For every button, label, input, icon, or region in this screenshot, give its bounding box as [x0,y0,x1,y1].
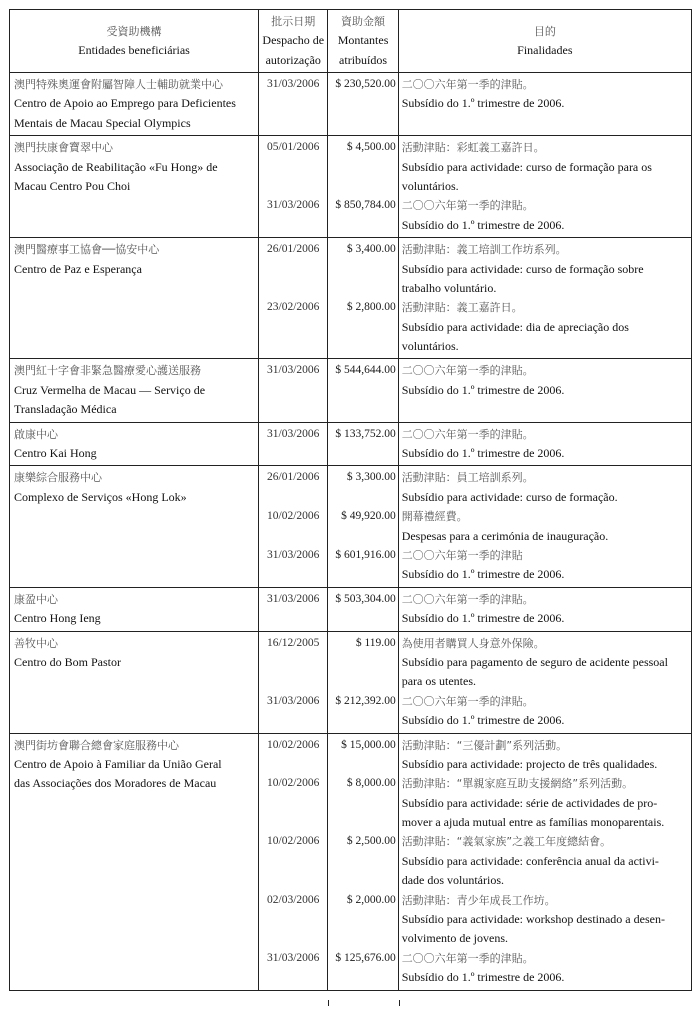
grant-amount: $ 601,916.00 [335,548,396,561]
spacer [328,711,395,730]
date-cell [259,587,328,631]
table-row [10,359,692,422]
grant-amount: $ 8,000.00 [346,777,396,790]
spacer [259,279,327,298]
purpose-pt: Subsídio para actividade: série de actividades de pro- [401,795,658,810]
purpose-zh: 二〇〇六年第一季的津貼。 [401,427,534,441]
spacer [259,260,327,279]
entity-cell [10,359,259,422]
grant-date: 26/01/2006 [267,243,320,256]
header-purpose-pt: Finalidades [517,43,573,57]
grant-date: 02/03/2006 [267,893,320,906]
spacer [259,852,327,871]
grant-amount: $ 4,500.00 [346,141,396,154]
entity-name-pt: Cruz Vermelha de Macau — Serviço de [14,382,206,397]
purpose-pt: voluntários. [401,178,459,193]
purpose-cell [398,733,691,990]
spacer [259,755,327,774]
purpose-zh: 二〇〇六年第一季的津貼。 [401,951,534,965]
spacer [328,94,395,113]
purpose-pt: Subsídio para actividade: workshop destinado a desen- [401,912,665,927]
purpose-pt: trabalho voluntário. [401,280,497,295]
spacer [328,488,395,507]
table-row [10,73,692,136]
spacer [328,871,395,890]
spacer [328,653,395,672]
spacer [328,929,395,948]
header-entities-pt: Entidades beneficiárias [78,43,190,57]
spacer [328,216,395,235]
date-cell [259,238,328,359]
purpose-pt: Subsídio para actividade: projecto de três qualidades. [401,756,658,771]
purpose-pt: Subsídio do 1.º trimestre de 2006. [401,611,565,626]
purpose-pt: dade dos voluntários. [401,873,505,888]
header-purpose [398,10,691,73]
table-header-row [10,10,692,73]
purpose-pt: Subsídio do 1.º trimestre de 2006. [401,567,565,582]
grant-amount: $ 850,784.00 [335,199,396,212]
grant-date: 31/03/2006 [267,427,320,440]
purpose-zh: 活動津貼：彩虹義工嘉許日。 [401,141,545,155]
entity-name-pt: Transladação Médica [14,402,117,417]
purpose-zh: 活動津貼：青少年成長工作坊。 [401,893,556,907]
grant-amount: $ 2,000.00 [346,893,396,906]
spacer [328,381,395,400]
purpose-pt: Subsídio do 1.º trimestre de 2006. [401,446,565,461]
spacer [259,871,327,890]
grant-amount: $ 119.00 [355,636,396,649]
entity-name-pt: Centro de Paz e Esperança [14,261,142,276]
purpose-pt: Subsídio para actividade: curso de formação sobre [401,261,644,276]
entity-name-pt: Centro do Bom Pastor [14,654,121,669]
purpose-cell [398,136,691,238]
grant-amount: $ 212,392.00 [335,694,396,707]
purpose-cell [398,466,691,587]
purpose-pt: Subsídio do 1.º trimestre de 2006. [401,713,565,728]
purpose-pt: volvimento de jovens. [401,931,509,946]
grant-date: 05/01/2006 [267,141,320,154]
amount-cell [328,359,398,422]
grant-amount: $ 2,800.00 [346,301,396,314]
spacer [328,910,395,929]
purpose-pt: para os utentes. [401,674,476,689]
purpose-pt: Subsídio do 1.º trimestre de 2006. [401,217,565,232]
grant-amount: $ 15,000.00 [341,738,396,751]
spacer [328,337,395,356]
table-row [10,631,692,733]
column-rule-extension [399,1000,400,1006]
spacer [259,318,327,337]
entity-name-zh: 澳門扶康會寶翠中心 [14,141,113,155]
spacer [259,444,327,463]
purpose-zh: 二〇〇六年第一季的津貼。 [401,694,534,708]
date-cell [259,631,328,733]
header-amount-pt2: atribuídos [339,52,388,67]
grants-table [9,9,692,991]
spacer [259,177,327,196]
purpose-cell [398,422,691,466]
entity-name-pt: Centro Hong Ieng [14,611,101,626]
purpose-pt: Despesas para a cerimónia de inauguração. [401,528,609,543]
table-row [10,587,692,631]
entity-name-pt: Mentais de Macau Special Olympics [14,115,191,130]
purpose-pt: Subsídio para actividade: conferência anual da activi- [401,853,659,868]
purpose-zh: 活動津貼：“三優計劃”系列活動。 [401,738,568,752]
header-date-zh: 批示日期 [271,14,316,28]
spacer [259,488,327,507]
grant-date: 31/03/2006 [267,592,320,605]
grant-date: 31/03/2006 [267,951,320,964]
date-cell [259,733,328,990]
entity-name-zh: 康樂綜合服務中心 [14,471,102,485]
spacer [259,968,327,987]
entity-name-zh: 康盈中心 [14,592,58,606]
spacer [259,381,327,400]
entity-name-pt: Centro Kai Hong [14,446,97,461]
grant-date: 31/03/2006 [267,364,320,377]
grant-amount: $ 125,676.00 [335,951,396,964]
spacer [259,929,327,948]
spacer [328,527,395,546]
purpose-pt: mover a ajuda mutual entre as famílias monoparentais. [401,815,665,830]
amount-cell [328,587,398,631]
spacer [259,653,327,672]
purpose-pt: Subsídio para actividade: curso de formação para os [401,159,652,174]
purpose-zh: 開幕禮經費。 [401,510,468,524]
header-amount-pt1: Montantes [337,33,389,48]
purpose-zh: 二〇〇六年第一季的津貼。 [401,78,534,91]
purpose-cell [398,73,691,136]
amount-cell [328,733,398,990]
entity-name-pt: Centro de Apoio ao Emprego para Deficientes [14,96,236,111]
amount-cell [328,73,398,136]
spacer [328,565,395,584]
amount-cell [328,238,398,359]
table-row [10,136,692,238]
header-entities-zh: 受資助機構 [106,24,162,38]
spacer [259,527,327,546]
spacer [259,672,327,691]
purpose-cell [398,631,691,733]
purpose-zh: 為使用者購買人身意外保險。 [401,636,545,650]
purpose-cell [398,238,691,359]
purpose-pt: Subsídio do 1.º trimestre de 2006. [401,970,565,985]
column-rule-extension [328,1000,329,1006]
entity-name-pt: Complexo de Serviços «Hong Lok» [14,489,187,504]
spacer [328,444,395,463]
grant-date: 26/01/2006 [267,471,320,484]
grant-amount: $ 2,500.00 [346,835,396,848]
purpose-zh: 二〇〇六年第一季的津貼。 [401,364,534,378]
entity-name-zh: 澳門街坊會聯合總會家庭服務中心 [14,738,179,752]
amount-cell [328,466,398,587]
entity-name-pt: das Associações dos Moradores de Macau [14,776,217,791]
entity-name-zh: 啟康中心 [14,427,58,441]
purpose-zh: 活動津貼：“單親家庭互助支援網絡”系列活動。 [401,777,634,791]
entity-cell [10,631,259,733]
header-amount [328,10,398,73]
table-row [10,238,692,359]
entity-cell [10,238,259,359]
grant-date: 31/03/2006 [267,694,320,707]
spacer [328,813,395,832]
table-row [10,733,692,990]
purpose-cell [398,587,691,631]
entity-name-zh: 澳門特殊奧運會附屬智障人士輔助就業中心 [14,78,223,91]
entity-cell [10,73,259,136]
entity-cell [10,733,259,990]
entity-cell [10,587,259,631]
spacer [259,216,327,235]
spacer [259,794,327,813]
purpose-zh: 活動津貼：員工培訓系列。 [401,471,534,485]
purpose-zh: 活動津貼：“義氣家族”之義工年度總結會。 [401,835,612,849]
entity-cell [10,466,259,587]
grant-amount: $ 503,304.00 [335,592,396,605]
grant-amount: $ 49,920.00 [341,510,396,523]
grant-date: 16/12/2005 [267,636,320,649]
grant-amount: $ 544,644.00 [335,364,396,377]
amount-cell [328,631,398,733]
entity-name-zh: 澳門醫療事工協會──協安中心 [14,243,160,257]
spacer [328,672,395,691]
spacer [328,794,395,813]
grant-amount: $ 133,752.00 [335,427,396,440]
spacer [259,337,327,356]
spacer [259,609,327,628]
purpose-zh: 二〇〇六年第一季的津貼。 [401,592,534,606]
purpose-pt: Subsídio para actividade: dia de apreciação dos [401,319,629,334]
spacer [328,609,395,628]
purpose-cell [398,359,691,422]
purpose-pt: Subsídio para actividade: curso de formação. [401,489,618,504]
spacer [328,177,395,196]
spacer [328,318,395,337]
purpose-zh: 活動津貼：義工嘉許日。 [401,301,523,315]
grant-date: 10/02/2006 [267,738,320,751]
table-row [10,422,692,466]
spacer [328,755,395,774]
spacer [259,813,327,832]
purpose-pt: Subsídio do 1.º trimestre de 2006. [401,96,565,111]
entity-name-pt: Associação de Reabilitação «Fu Hong» de [14,159,218,174]
entity-name-zh: 澳門紅十字會非緊急醫療愛心護送服務 [14,364,201,378]
table-row [10,466,692,587]
spacer [259,158,327,177]
entity-name-pt: Macau Centro Pou Choi [14,178,131,193]
header-entities [10,10,259,73]
purpose-pt: Subsídio do 1.º trimestre de 2006. [401,382,565,397]
header-date-pt1: Despacho de [262,33,325,48]
amount-cell [328,422,398,466]
date-cell [259,466,328,587]
header-amount-zh: 資助金額 [341,14,386,28]
grant-date: 31/03/2006 [267,548,320,561]
spacer [259,711,327,730]
entity-cell [10,136,259,238]
entity-name-zh: 善牧中心 [14,636,58,650]
grant-amount: $ 3,400.00 [346,243,396,256]
header-date-pt2: autorização [265,52,321,67]
header-purpose-zh: 目的 [533,24,556,38]
entity-name-pt: Centro de Apoio à Familiar da União Geral [14,756,222,771]
grant-amount: $ 230,520.00 [335,78,396,90]
date-cell [259,422,328,466]
grant-date: 10/02/2006 [267,777,320,790]
purpose-zh: 活動津貼：義工培訓工作坊系列。 [401,243,567,257]
date-cell [259,73,328,136]
spacer [259,910,327,929]
grant-date: 10/02/2006 [267,510,320,523]
spacer [259,94,327,113]
grant-amount: $ 3,300.00 [346,471,396,484]
grant-date: 23/02/2006 [267,301,320,314]
date-cell [259,359,328,422]
purpose-zh: 二〇〇六年第一季的津貼 [401,548,523,562]
entity-cell [10,422,259,466]
purpose-zh: 二〇〇六年第一季的津貼。 [401,199,534,213]
spacer [259,565,327,584]
purpose-pt: Subsídio para pagamento de seguro de acidente pessoal [401,654,668,669]
date-cell [259,136,328,238]
spacer [328,968,395,987]
spacer [328,279,395,298]
amount-cell [328,136,398,238]
grant-date: 31/03/2006 [267,199,320,212]
purpose-pt: voluntários. [401,339,459,354]
grant-date: 31/03/2006 [267,78,320,90]
header-date [259,10,328,73]
spacer [328,852,395,871]
spacer [328,260,395,279]
spacer [328,158,395,177]
grant-date: 10/02/2006 [267,835,320,848]
